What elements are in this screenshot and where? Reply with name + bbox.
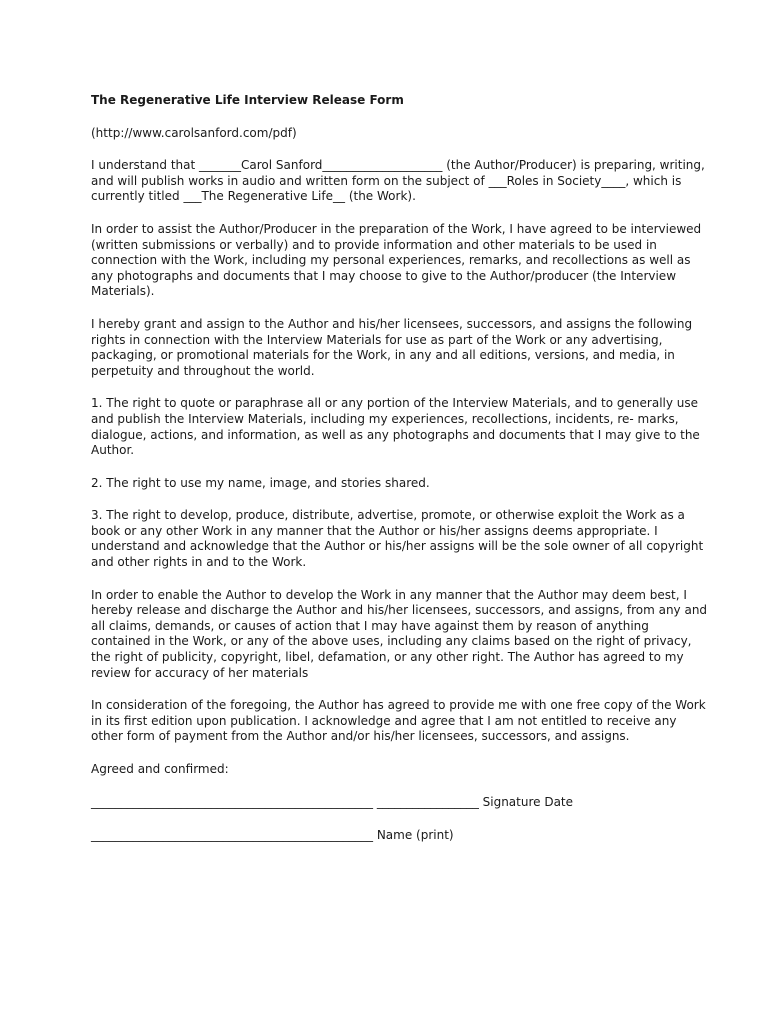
release-paragraph: In order to enable the Author to develop the Work in any manner that the Author may deem best, I hereby release and discharge the Author and his/her licensees, successors, and assigns, from any and all claims, demands, or causes of action that I may have against them by reason of anything contained in the Work, or any of the above uses, including any claims based on the right of privacy, the right of publicity, copyright, libel, defamation, or any other right. The Author has agreed to my review for accuracy of her materials [91, 587, 708, 680]
intro-text-1: I understand that [91, 158, 200, 173]
intro-text-3: , which is currently titled [91, 173, 682, 204]
right-1-paragraph: 1. The right to quote or paraphrase all or any portion of the Interview Materials, and to generally use and publish the Interview Materials, including my experiences, recollections, incidents, re- marks, dialogue, actions, and information, as well as any photographs and documents that I may give to the Author. [91, 396, 700, 458]
subject-fill-field[interactable]: ___Roles in Society____ [488, 173, 626, 188]
grant-paragraph: I hereby grant and assign to the Author and his/her licensees, successors, and assigns the following rights in connection with the Interview Materials for use as part of the Work or any advertising, packaging, or promotional materials for the Work, in any and all editions, versions, and media, in perpetuity and throughout the world. [91, 316, 693, 378]
intro-text-2: (the Author/Producer) is preparing, writing, and will publish works in audio and written form on the subject of [91, 158, 705, 188]
agreed-label: Agreed and confirmed: [91, 762, 229, 776]
intro-text-4: (the Work). [345, 189, 416, 204]
author-fill-field[interactable]: _______Carol Sanford____________________ [199, 158, 443, 173]
intro-paragraph [91, 158, 710, 205]
form-title: The Regenerative Life Interview Release Form [91, 93, 404, 107]
name-print-line[interactable]: _______________________________________________ Name (print) [91, 828, 454, 843]
work-title-fill-field[interactable]: ___The Regenerative Life__ [183, 189, 345, 204]
right-2-paragraph: 2. The right to use my name, image, and stories shared. [91, 475, 430, 490]
source-url: (http://www.carolsanford.com/pdf) [91, 125, 297, 140]
assist-paragraph: In order to assist the Author/Producer in the preparation of the Work, I have agreed to be interviewed (written submissions or verbally) and to provide information and other materials to be used in connection with the Work, including my personal experiences, remarks, and recollections as well as any photographs and documents that I may choose to give to the Author/producer (the Interview Materials). [91, 221, 702, 299]
right-3-paragraph: 3. The right to develop, produce, distribute, advertise, promote, or otherwise exploit the Work as a book or any other Work in any manner that the Author or his/her assigns deems appropriate. I understand and acknowledge that the Author or his/her assigns will be the sole owner of all copyright and other rights in and to the Work. [91, 508, 704, 570]
signature-date-line[interactable]: _______________________________________________ _________________ Signature Date [91, 794, 574, 809]
consideration-paragraph: In consideration of the foregoing, the Author has agreed to provide me with one free copy of the Work in its first edition upon publication. I acknowledge and agree that I am not entitled to receive any other form of payment from the Author and/or his/her licensees, successors, and assigns. [91, 698, 706, 744]
